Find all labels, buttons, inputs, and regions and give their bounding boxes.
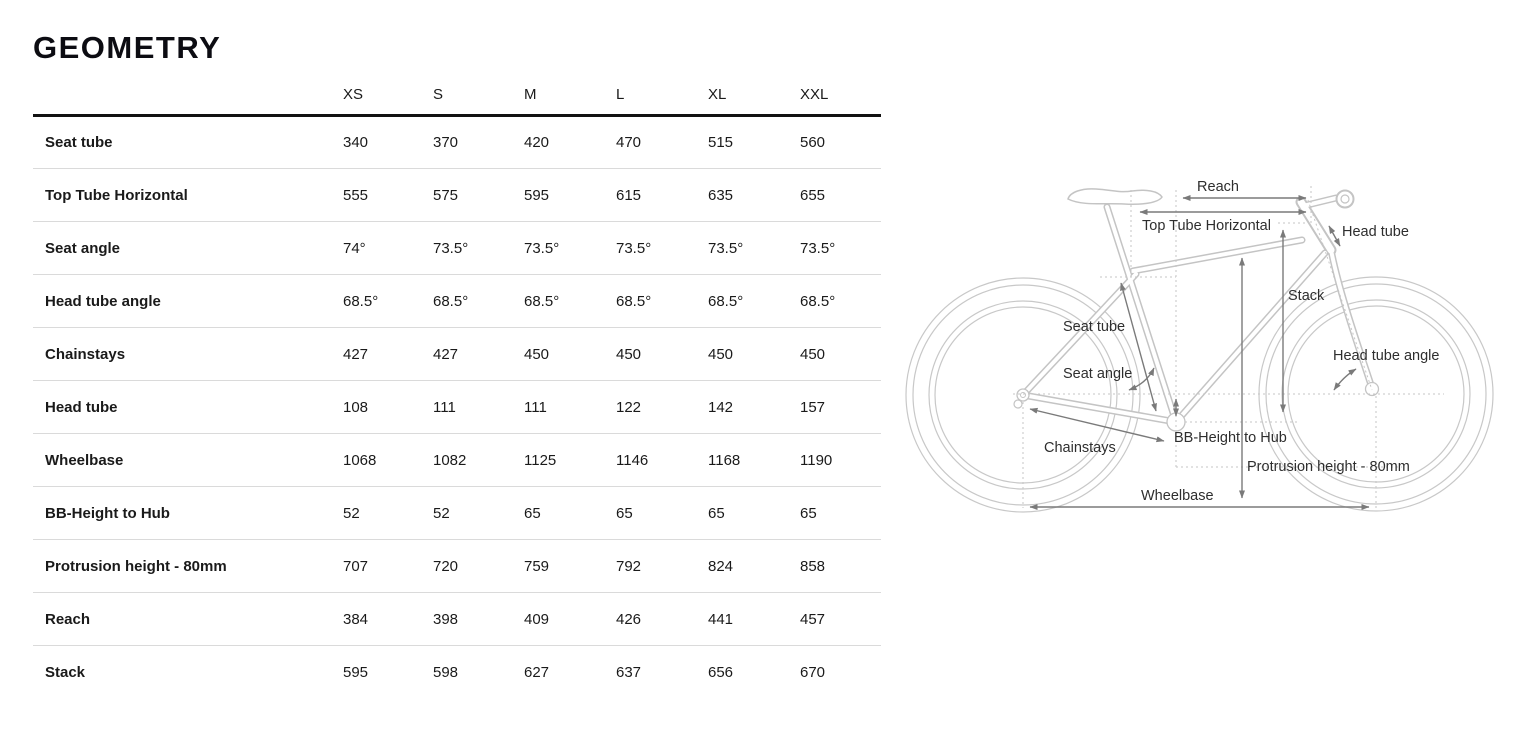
row-value: 68.5° (708, 292, 744, 310)
row-value: 450 (800, 345, 826, 363)
row-label: Wheelbase (45, 451, 124, 469)
row-value: 74° (343, 239, 366, 257)
row-value: 1068 (343, 451, 377, 469)
row-value: 65 (708, 504, 725, 522)
diagram-label-head-tube: Head tube (1342, 224, 1409, 240)
saddle (1068, 189, 1162, 204)
diagram-label-top-tube-horizontal: Top Tube Horizontal (1142, 218, 1271, 234)
rear-hub (1017, 389, 1029, 401)
table-row (33, 328, 881, 381)
row-value: 157 (800, 398, 826, 416)
table-row (33, 169, 881, 222)
row-value: 824 (708, 557, 734, 575)
row-value: 707 (343, 557, 369, 575)
row-value: 427 (343, 345, 369, 363)
row-value: 670 (800, 663, 826, 681)
bike-geometry-diagram (895, 150, 1535, 530)
row-value: 73.5° (800, 239, 836, 257)
row-value: 384 (343, 610, 369, 628)
row-value: 52 (433, 504, 450, 522)
row-value: 555 (343, 186, 369, 204)
row-value: 470 (616, 134, 642, 151)
row-value: 68.5° (524, 292, 560, 310)
table-row (33, 487, 881, 540)
row-value: 627 (524, 663, 550, 681)
row-label: Head tube (45, 398, 118, 416)
size-header-row (33, 86, 881, 116)
row-value: 720 (433, 557, 459, 575)
diagram-label-head-tube-angle: Head tube angle (1333, 348, 1440, 364)
row-value: 1168 (708, 451, 741, 469)
table-row (33, 434, 881, 487)
diagram-label-seat-angle: Seat angle (1063, 366, 1133, 382)
row-label: BB-Height to Hub (45, 504, 170, 522)
row-label: Head tube angle (45, 292, 161, 310)
size-header-xxl: XXL (800, 86, 829, 103)
row-value: 637 (616, 663, 642, 681)
row-value: 340 (343, 134, 369, 151)
row-value: 52 (343, 504, 360, 522)
row-value: 595 (343, 663, 369, 681)
row-value: 409 (524, 610, 550, 628)
row-value: 1190 (800, 451, 833, 469)
table-row (33, 646, 881, 699)
row-value: 68.5° (800, 292, 836, 310)
size-header-m: M (524, 86, 537, 103)
row-value: 68.5° (616, 292, 652, 310)
handlebar-grip (1337, 191, 1354, 208)
diagram-label-stack: Stack (1288, 288, 1325, 304)
size-header-l: L (616, 86, 625, 103)
table-row (33, 540, 881, 593)
row-value: 108 (343, 398, 369, 416)
head-tube-angle-arc (1334, 369, 1356, 390)
row-label: Chainstays (45, 345, 126, 363)
diagram-label-chainstays: Chainstays (1044, 440, 1116, 456)
row-value: 65 (524, 504, 541, 522)
row-value: 598 (433, 663, 459, 681)
row-value: 420 (524, 134, 550, 151)
row-label: Seat tube (45, 134, 113, 151)
row-value: 635 (708, 186, 734, 204)
size-header-xl: XL (708, 86, 727, 103)
row-value: 515 (708, 134, 734, 151)
row-value: 1082 (433, 451, 467, 469)
table-row (33, 381, 881, 434)
row-value: 427 (433, 345, 459, 363)
table-row (33, 275, 881, 328)
row-value: 142 (708, 398, 734, 416)
size-header-s: S (433, 86, 444, 103)
row-value: 450 (524, 345, 550, 363)
geometry-table (33, 86, 881, 699)
row-value: 792 (616, 557, 642, 575)
row-value: 111 (433, 398, 456, 416)
row-value: 426 (616, 610, 642, 628)
row-value: 68.5° (343, 292, 379, 310)
row-value: 441 (708, 610, 734, 628)
row-value: 370 (433, 134, 459, 151)
diagram-label-bb-height-to-hub: BB-Height to Hub (1174, 430, 1287, 446)
page-title: GEOMETRY (33, 30, 222, 65)
row-value: 1125 (524, 451, 557, 469)
diagram-label-seat-tube: Seat tube (1063, 319, 1126, 335)
diagram-label-reach: Reach (1197, 179, 1239, 195)
row-value: 122 (616, 398, 642, 416)
row-label: Stack (45, 663, 86, 681)
front-dropout (1366, 383, 1379, 396)
row-value: 457 (800, 610, 826, 628)
row-value: 68.5° (433, 292, 469, 310)
row-value: 73.5° (616, 239, 652, 257)
row-label: Top Tube Horizontal (45, 186, 188, 204)
geometry-table-body (33, 116, 881, 699)
row-value: 398 (433, 610, 459, 628)
table-row (33, 593, 881, 646)
row-value: 655 (800, 186, 826, 204)
size-header-xs: XS (343, 86, 364, 103)
row-value: 450 (708, 345, 734, 363)
table-row (33, 116, 881, 169)
rear-derailleur (1014, 400, 1022, 408)
row-value: 65 (616, 504, 633, 522)
diagram-label-protrusion-height: Protrusion height - 80mm (1247, 459, 1410, 475)
row-value: 759 (524, 557, 550, 575)
corner-cell (33, 86, 343, 116)
row-value: 450 (616, 345, 642, 363)
row-value: 615 (616, 186, 642, 204)
row-value: 595 (524, 186, 550, 204)
row-value: 656 (708, 663, 734, 681)
row-value: 73.5° (708, 239, 744, 257)
row-value: 111 (524, 398, 547, 416)
row-label: Seat angle (45, 239, 121, 257)
row-label: Protrusion height - 80mm (45, 557, 227, 575)
row-label: Reach (45, 610, 91, 628)
diagram-label-wheelbase: Wheelbase (1141, 488, 1214, 504)
row-value: 858 (800, 557, 826, 575)
row-value: 560 (800, 134, 826, 151)
row-value: 1146 (616, 451, 649, 469)
row-value: 65 (800, 504, 817, 522)
table-row (33, 222, 881, 275)
row-value: 575 (433, 186, 459, 204)
row-value: 73.5° (524, 239, 560, 257)
row-value: 73.5° (433, 239, 469, 257)
